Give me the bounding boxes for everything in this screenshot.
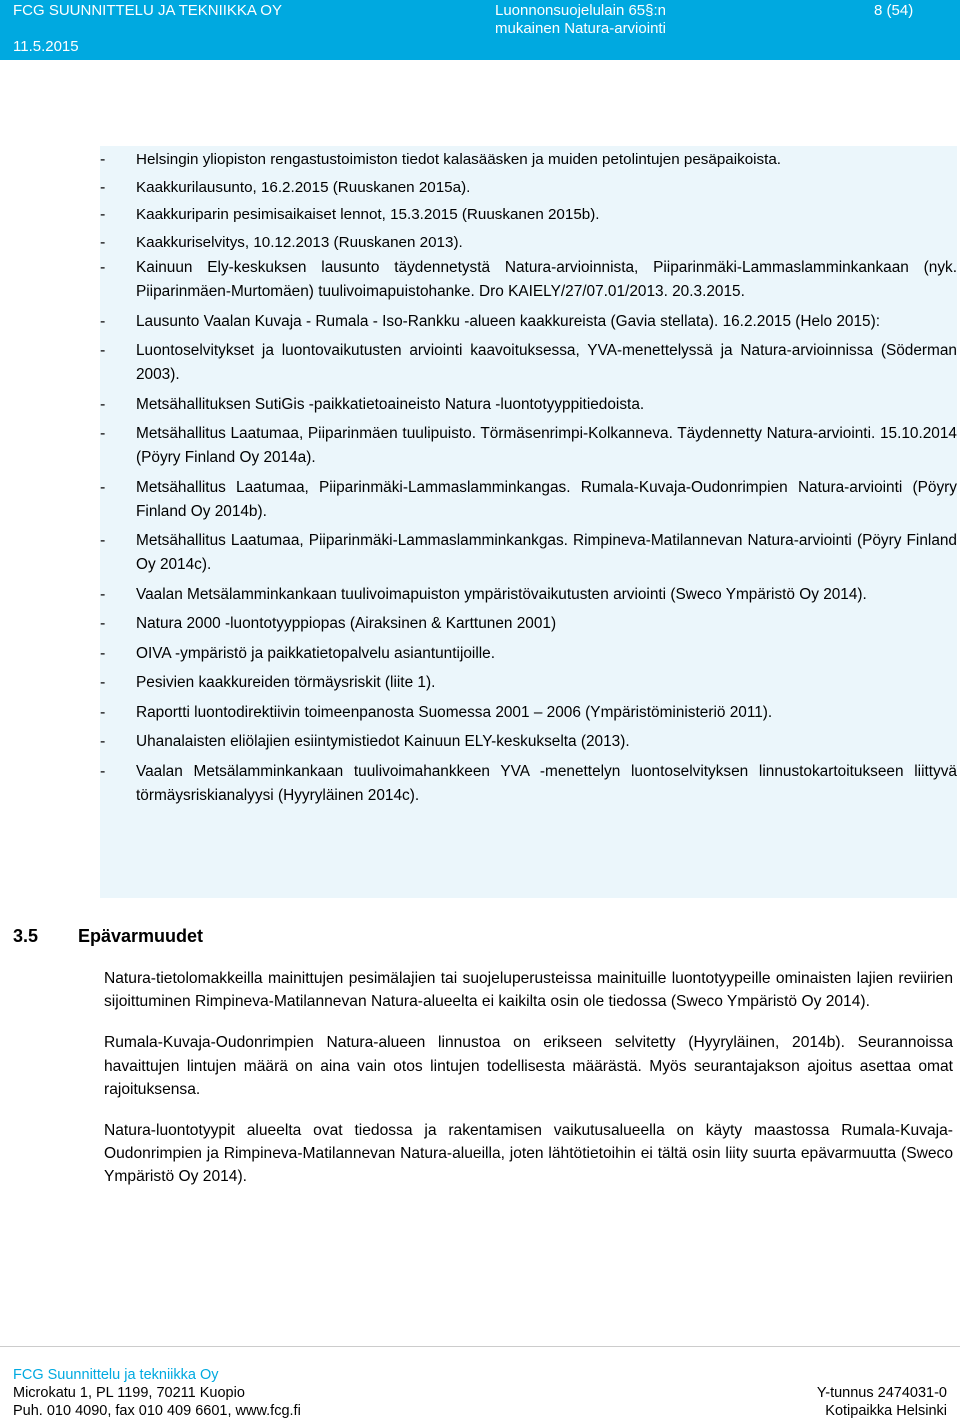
reference-item: - Metsähallitus Laatumaa, Piiparinmäen tuulipuisto. Törmäsenrimpi-Kolkanneva. Täydennetty Natura-arviointi. 15.10.2014 (Pöyry Finland Oy 2014a).	[100, 422, 957, 470]
reference-item: - Luontoselvitykset ja luontovaikutusten arviointi kaavoituksessa, YVA-menettelyssä ja Natura-arvioinnissa (Söderman 2003).	[100, 339, 957, 387]
section-title: Epävarmuudet	[78, 926, 204, 946]
header-doc-title-line2: mukainen Natura-arviointi	[495, 20, 666, 37]
reference-item: - Lausunto Vaalan Kuvaja - Rumala - Iso-Rankku -alueen kaakkureista (Gavia stellata). 16.2.2015 (Helo 2015):	[100, 310, 957, 334]
reference-item: - Vaalan Metsälamminkankaan tuulivoimahankkeen YVA -menettelyn luontoselvityksen linnustokartoitukseen liittyvä törmäysriskianalyysi (Hyyryläinen 2014c).	[100, 760, 957, 808]
header-date: 11.5.2015	[13, 38, 79, 55]
reference-item: - Vaalan Metsälamminkankaan tuulivoimapuiston ympäristövaikutusten arviointi (Sweco Ympäristö Oy 2014).	[100, 583, 957, 607]
reference-item: - OIVA -ympäristö ja paikkatietopalvelu asiantuntijoille.	[100, 642, 957, 666]
header-doc-title-line1: Luonnonsuojelulain 65§:n	[495, 2, 666, 19]
reference-item: - Metsähallitus Laatumaa, Piiparinmäki-Lammaslamminkankgas. Rimpineva-Matilannevan Natura-arviointi (Pöyry Finland Oy 2014c).	[100, 529, 957, 577]
footer-divider	[0, 1346, 960, 1347]
reference-item: - Metsähallitus Laatumaa, Piiparinmäki-Lammaslamminkangas. Rumala-Kuvaja-Oudonrimpien Natura-arviointi (Pöyry Finland Oy 2014b).	[100, 476, 957, 524]
reference-item: - Metsähallituksen SutiGis -paikkatietoaineisto Natura -luontotyyppitiedoista.	[100, 393, 957, 417]
reference-item: - Kainuun Ely-keskuksen lausunto täydennetystä Natura-arvioinnista, Piiparinmäki-Lammaslamminkankaan (nyk. Piiparinmäen-Murtomäen) tuulivoimapuistohanke. Dro KAIELY/27/07.01/2013. 20.3.2015.	[100, 256, 957, 304]
section-heading	[13, 926, 203, 947]
reference-list	[100, 146, 957, 898]
paragraph: Natura-tietolomakkeilla mainittujen pesimälajien tai suojeluperusteissa mainituille luontotyypeille ominaisten lajien reviirien sijoittuminen Rimpineva-Matilannevan Natura-alueelta ei kaikilta osin ole tiedossa (Sweco Ympäristö Oy 2014).	[104, 970, 953, 1011]
reference-item: - Uhanalaisten eliölajien esiintymistiedot Kainuun ELY-keskukselta (2013).	[100, 730, 957, 754]
footer-domicile: Kotipaikka Helsinki	[825, 1403, 947, 1419]
paragraph: Rumala-Kuvaja-Oudonrimpien Natura-alueen linnustoa on erikseen selvitetty (Hyyryläinen, 2014b). Seurannoissa havaittujen lintujen määrä on aina vain otos lintujen todellisesta määrästä. Myös seurantajakson ajoitus asettaa omat rajoituksensa.	[104, 1034, 953, 1098]
footer-company: FCG Suunnittelu ja tekniikka Oy	[13, 1367, 219, 1383]
reference-item: - Kaakkurilausunto, 16.2.2015 (Ruuskanen 2015a).	[100, 174, 957, 202]
reference-item: - Natura 2000 -luontotyyppiopas (Airaksinen & Karttunen 2001)	[100, 612, 957, 636]
section-body	[104, 967, 953, 1207]
reference-item: - Kaakkuriparin pesimisaikaiset lennot, 15.3.2015 (Ruuskanen 2015b).	[100, 201, 957, 229]
reference-item: - Pesivien kaakkureiden törmäysriskit (liite 1).	[100, 671, 957, 695]
footer-business-id: Y-tunnus 2474031-0	[816, 1385, 947, 1401]
footer-address: Microkatu 1, PL 1199, 70211 Kuopio	[13, 1385, 245, 1401]
reference-item: - Helsingin yliopiston rengastustoimiston tiedot kalasääsken ja muiden petolintujen pesäpaikoista.	[100, 146, 957, 174]
section-number: 3.5	[13, 926, 39, 946]
header-company: FCG SUUNNITTELU JA TEKNIIKKA OY	[13, 2, 282, 19]
header-page-number: 8 (54)	[874, 2, 914, 19]
page-header	[0, 0, 960, 60]
reference-item: - Raportti luontodirektiivin toimeenpanosta Suomessa 2001 – 2006 (Ympäristöministeriö 2011).	[100, 701, 957, 725]
footer-contact: Puh. 010 4090, fax 010 409 6601, www.fcg.fi	[13, 1403, 301, 1419]
reference-item: - Kaakkuriselvitys, 10.12.2013 (Ruuskanen 2013).	[100, 229, 957, 257]
paragraph: Natura-luontotyypit alueelta ovat tiedossa ja rakentamisen vaikutusalueella on käyty maastossa Rumala-Kuvaja-Oudonrimpien ja Rimpineva-Matilannevan Natura-alueilla, joten lähtötietoihin ei tältä osin liity suurta epävarmuutta (Sweco Ympäristö Oy 2014).	[104, 1122, 953, 1186]
